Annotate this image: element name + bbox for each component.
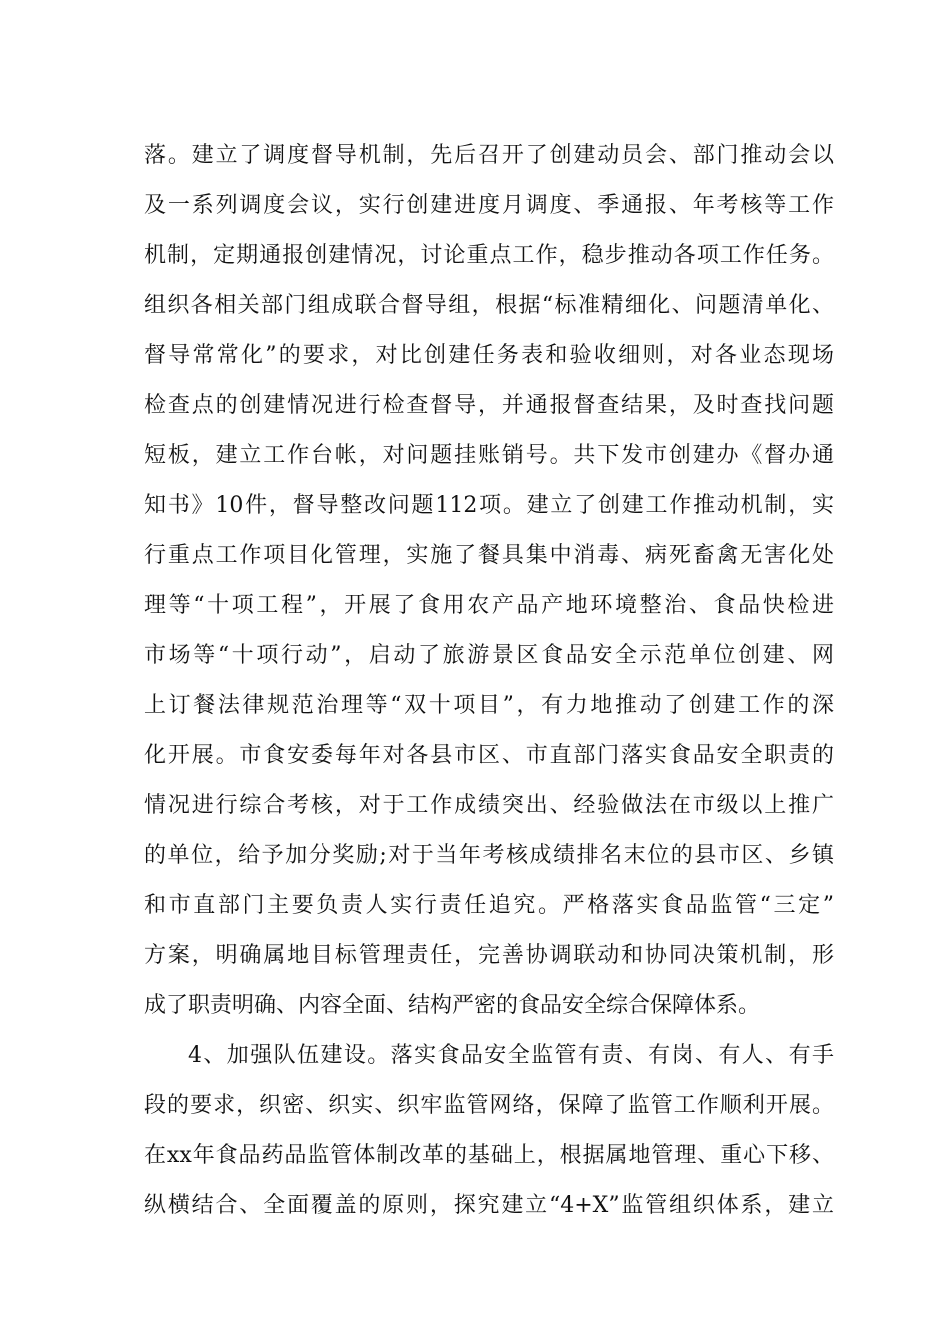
text-line-5: 督导常常化”的要求，对比创建任务表和验收细则，对各业态现场 [144,343,834,368]
body-text [144,131,834,1231]
text-line-20: 段的要求，织密、织实、织牢监管网络，保障了监管工作顺利开展。 [144,1093,834,1118]
text-line-22: 纵横结合、全面覆盖的原则，探究建立“4+X”监管组织体系，建立 [144,1193,834,1218]
text-line-3: 机制，定期通报创建情况，讨论重点工作，稳步推动各项工作任务。 [144,243,834,268]
text-line-2: 及一系列调度会议，实行创建进度月调度、季通报、年考核等工作 [144,193,834,218]
text-line-4: 组织各相关部门组成联合督导组，根据“标准精细化、问题清单化、 [144,293,834,318]
text-line-11: 市场等“十项行动”，启动了旅游景区食品安全示范单位创建、网 [144,643,834,668]
text-line-21: 在xx年食品药品监管体制改革的基础上，根据属地管理、重心下移、 [144,1143,834,1168]
text-line-13: 化开展。市食安委每年对各县市区、市直部门落实食品安全职责的 [144,743,834,768]
text-line-1: 落。建立了调度督导机制，先后召开了创建动员会、部门推动会以 [144,143,834,168]
text-line-7: 短板，建立工作台帐，对问题挂账销号。共下发市创建办《督办通 [144,443,834,468]
text-line-16: 和市直部门主要负责人实行责任追究。严格落实食品监管“三定” [144,893,834,918]
text-line-15: 的单位，给予加分奖励;对于当年考核成绩排名末位的县市区、乡镇 [144,843,834,868]
text-line-17: 方案，明确属地目标管理责任，完善协调联动和协同决策机制，形 [144,943,834,968]
text-line-19: 4、加强队伍建设。落实食品安全监管有责、有岗、有人、有手 [188,1043,834,1068]
text-line-10: 理等“十项工程”，开展了食用农产品产地环境整治、食品快检进 [144,593,834,618]
text-line-12: 上订餐法律规范治理等“双十项目”，有力地推动了创建工作的深 [144,693,834,718]
text-line-9: 行重点工作项目化管理，实施了餐具集中消毒、病死畜禽无害化处 [144,543,834,568]
text-line-14: 情况进行综合考核，对于工作成绩突出、经验做法在市级以上推广 [144,793,834,818]
text-line-18: 成了职责明确、内容全面、结构严密的食品安全综合保障体系。 [144,993,761,1018]
text-line-8: 知书》10件，督导整改问题112项。建立了创建工作推动机制，实 [144,493,834,518]
text-line-6: 检查点的创建情况进行检查督导，并通报督查结果，及时查找问题 [144,393,834,418]
